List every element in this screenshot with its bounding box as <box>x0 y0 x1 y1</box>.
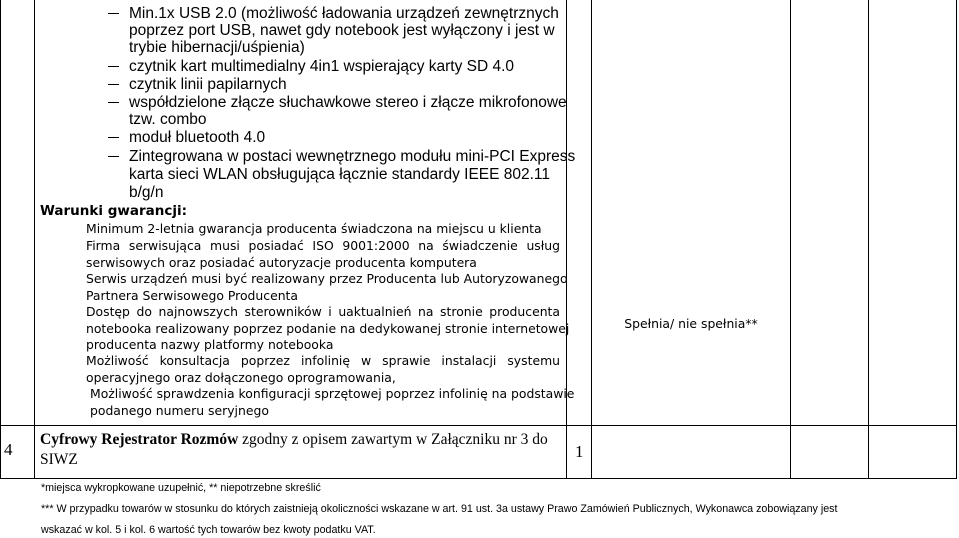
list-item-text: czytnik linii papilarnych <box>129 76 287 93</box>
dash-bullet-icon <box>108 156 119 157</box>
table-row-separator <box>0 425 957 426</box>
list-item-text: czytnik kart multimedialny 4in1 wspierający karty SD 4.0 <box>129 58 515 75</box>
list-item-continuation: karta sieci WLAN obsługująca łącznie standardy IEEE 802.11 <box>129 166 551 183</box>
list-item-continuation: b/g/n <box>129 184 164 201</box>
warranty-line: podanego numeru seryjnego <box>90 403 269 418</box>
table-border-right <box>956 0 957 479</box>
list-item-text: moduł bluetooth 4.0 <box>129 129 266 146</box>
device-description-line2: SIWZ <box>40 451 78 468</box>
warranty-heading: Warunki gwarancji: <box>40 203 187 219</box>
warranty-line: Partnera Serwisowego Producenta <box>86 288 299 303</box>
table-border-left <box>0 0 1 479</box>
list-item-text: Min.1x USB 2.0 (możliwość ładowania urządzeń zewnętrznych <box>129 5 559 22</box>
warranty-line: Firma serwisująca musi posiadać ISO 9001:2000 na świadczenie usług <box>86 238 560 253</box>
table-border-col1 <box>34 0 35 479</box>
list-item-continuation: tzw. combo <box>129 111 207 128</box>
warranty-line: Serwis urządzeń musi być realizowany przez Producenta lub Autoryzowanego <box>86 271 568 286</box>
list-item-text: Zintegrowana w postaci wewnętrznego modułu mini-PCI Express <box>129 148 576 165</box>
device-description <box>40 431 548 449</box>
table-bottom-border <box>0 478 957 479</box>
table-border-col3 <box>591 0 592 479</box>
warranty-line: notebooka realizowany poprzez podanie na dedykowanej stronie internetowej <box>86 321 570 336</box>
warranty-line: Minimum 2-letnia gwarancja producenta świadczona na miejscu u klienta <box>86 221 542 236</box>
table-border-col5 <box>868 0 869 479</box>
list-item-continuation: poprzez port USB, nawet gdy notebook jest wyłączony i jest w <box>129 22 555 39</box>
device-description-rest: zgodny z opisem zawartym w Załączniku nr 3 do <box>238 431 548 448</box>
quantity: 1 <box>575 442 584 461</box>
footnote: wskazać w kol. 5 i kol. 6 wartość tych towarów bez kwoty podatku VAT. <box>41 524 376 536</box>
warranty-line: producenta nazwy platformy notebooka <box>86 337 334 352</box>
dash-bullet-icon <box>108 84 119 85</box>
list-item-continuation: trybie hibernacji/uśpienia) <box>129 39 305 56</box>
warranty-line: Możliwość sprawdzenia konfiguracji sprzętowej poprzez infolinię na podstawie <box>90 386 575 401</box>
footnote: *** W przypadku towarów w stosunku do których zaistnieją okoliczności wskazane w art. 91 ust. 3a ustawy Prawo Zamówień Publicznych, Wykonawca zobowiązany jest <box>41 503 838 515</box>
table-border-col2 <box>566 0 567 479</box>
dash-bullet-icon <box>108 137 119 138</box>
list-item-text: współdzielone złącze słuchawkowe stereo i złącze mikrofonowe <box>129 94 567 111</box>
device-name: Cyfrowy Rejestrator Rozmów <box>40 431 239 448</box>
dash-bullet-icon <box>108 66 119 67</box>
warranty-line: Dostęp do najnowszych sterowników i uaktualnień na stronie producenta <box>86 304 560 319</box>
footnote: *miejsca wykropkowane uzupełnić, ** niepotrzebne skreślić <box>41 482 321 494</box>
dash-bullet-icon <box>108 102 119 103</box>
row-number: 4 <box>4 440 13 459</box>
dash-bullet-icon <box>108 13 119 14</box>
warranty-line: Możliwość konsultacja poprzez infolinię w sprawie instalacji systemu <box>86 353 560 368</box>
warranty-line: operacyjnego oraz dołączonego oprogramowania, <box>86 370 396 385</box>
table-border-col4 <box>790 0 791 479</box>
compliance-status: Spełnia/ nie spełnia** <box>624 316 758 331</box>
warranty-line: serwisowych oraz posiadać autoryzacje producenta komputera <box>86 255 477 270</box>
